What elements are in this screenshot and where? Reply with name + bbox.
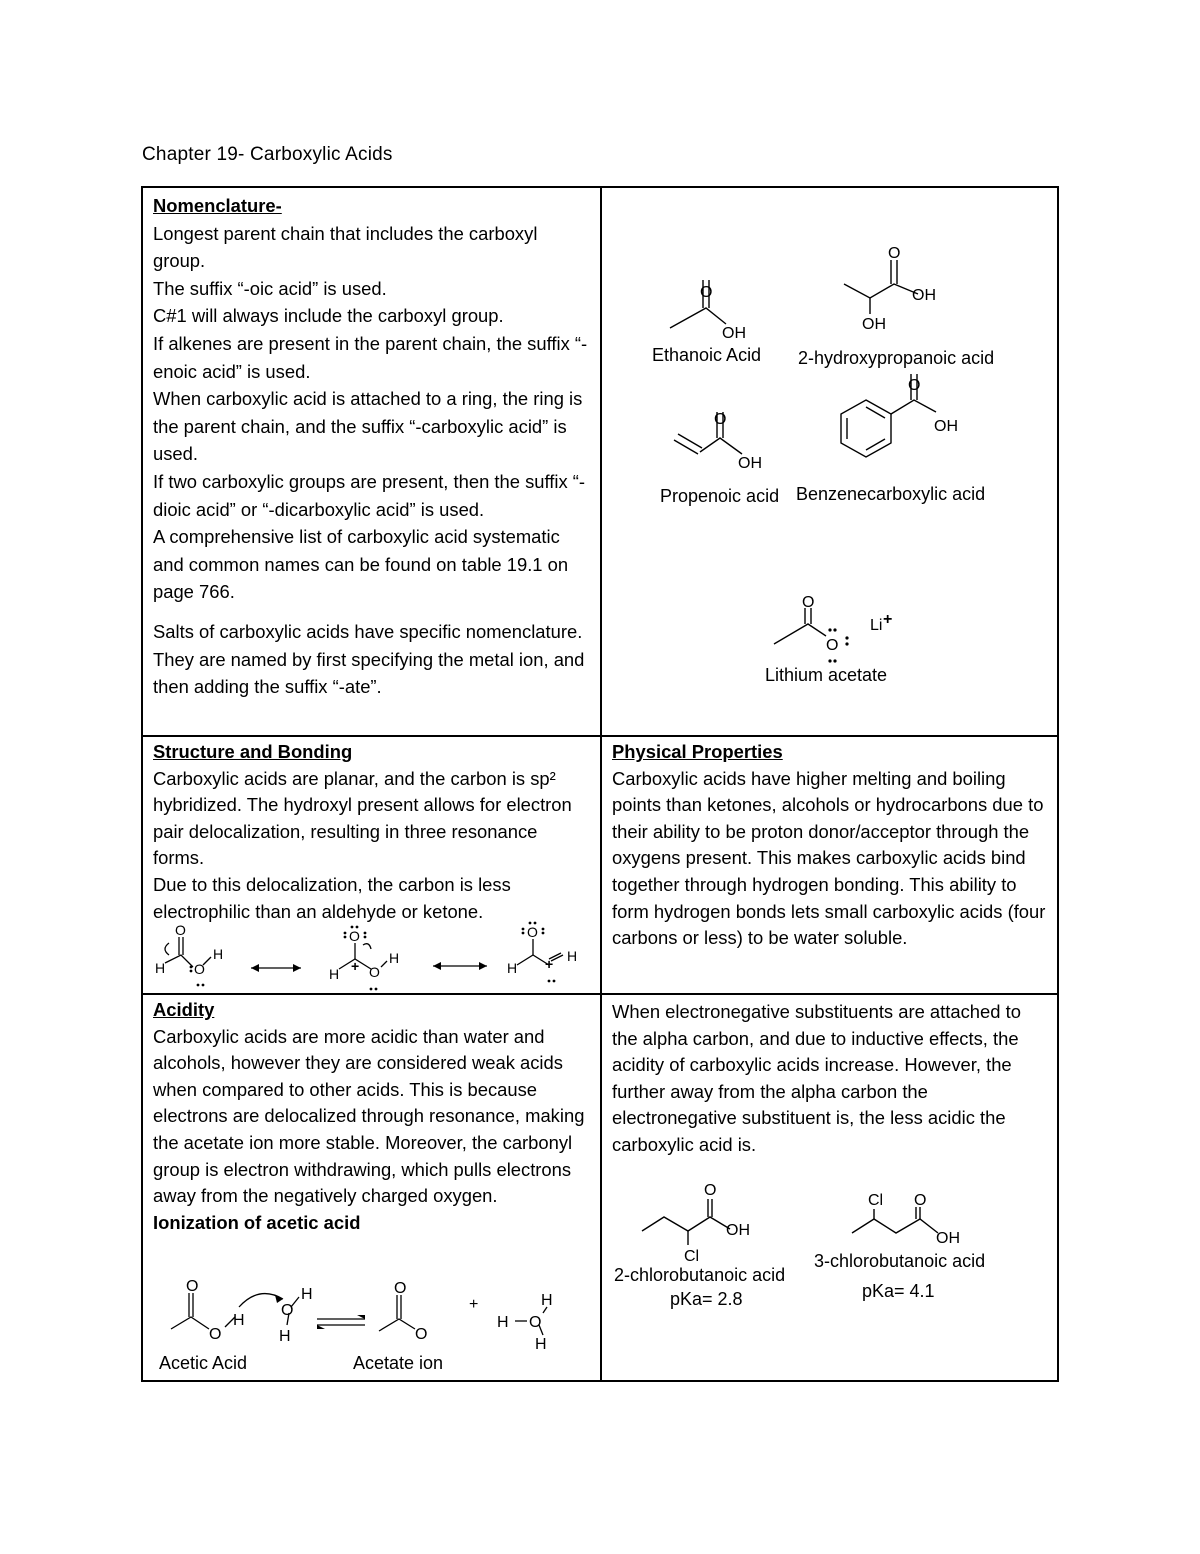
physical-properties-cell <box>601 736 1058 994</box>
svg-text:OH: OH <box>912 287 936 304</box>
chlorobutanoic-3-name: 3-chlorobutanoic acid <box>814 1251 986 1271</box>
ionization-equation <box>143 995 600 1382</box>
page-title: Chapter 19- Carboxylic Acids <box>142 144 393 165</box>
acetic-acid-label: Acetic Acid <box>159 1353 248 1373</box>
svg-text:Cl: Cl <box>868 1192 884 1209</box>
nomenclature-line: A comprehensive list of carboxylic acid systematic and common names can be found on table 19.1 on page 766. <box>153 526 569 603</box>
nomenclature-cell <box>142 187 601 736</box>
svg-text:H: H <box>507 960 518 976</box>
svg-text:+: + <box>469 1296 479 1313</box>
chlorobutanoic-2-pka: pKa= 2.8 <box>670 1289 743 1309</box>
svg-text:O: O <box>529 1314 542 1331</box>
svg-text:OH: OH <box>726 1222 750 1239</box>
svg-text:H: H <box>541 1292 553 1309</box>
svg-text:Li: Li <box>870 617 883 634</box>
structure-paragraph: Due to this delocalization, the carbon is less electrophilic than an aldehyde or ketone. <box>153 873 511 922</box>
svg-text:O: O <box>415 1326 428 1343</box>
acetate-ion-label: Acetate ion <box>353 1353 444 1373</box>
svg-text:OH: OH <box>722 325 746 342</box>
examples-cell <box>601 187 1058 736</box>
nomenclature-line: C#1 will always include the carboxyl group. <box>153 305 504 327</box>
svg-text:+: + <box>545 956 554 972</box>
svg-text:OH: OH <box>936 1230 960 1247</box>
nomenclature-line: The suffix “-oic acid” is used. <box>153 277 387 299</box>
svg-text:H: H <box>155 960 166 976</box>
propenoic-skeleton <box>700 438 742 454</box>
nomenclature-heading: Nomenclature- <box>153 195 282 216</box>
acidity-cell <box>142 994 601 1381</box>
svg-text:O: O <box>194 961 205 977</box>
svg-text:H: H <box>233 1312 245 1329</box>
ethanoic-acid-label: Ethanoic Acid <box>652 345 762 365</box>
salts-line: Salts of carboxylic acids have specific nomenclature. <box>153 620 583 642</box>
svg-text:O: O <box>700 284 713 301</box>
substituents-paragraph: When electronegative substituents are attached to the alpha carbon, and due to inductive effects, the acidity of carboxylic acids increase. However, the further away from the alpha carbon the electronegative substituent is, the less acidic the carboxylic acid is. <box>612 1001 1021 1155</box>
svg-text:H: H <box>567 948 578 964</box>
svg-text:O: O <box>714 411 727 428</box>
svg-text:O: O <box>186 1278 199 1295</box>
svg-text:H: H <box>535 1336 547 1353</box>
nomenclature-line: Longest parent chain that includes the carboxyl group. <box>153 222 538 272</box>
acidity-paragraph: Carboxylic acids are more acidic than water and alcohols, however they are considered weak acids when compared to other acids. This is because electrons are delocalized through resonance, making the acetate ion more stable. Moreover, the carbonyl group is electron withdrawing, which pulls electrons away from the negatively charged oxygen. <box>153 1025 585 1207</box>
ethanoic-skeleton <box>670 308 726 328</box>
ionization-heading: Ionization of acetic acid <box>153 1211 361 1233</box>
lactic-skeleton <box>844 284 918 298</box>
notes-table <box>141 186 1059 1382</box>
nomenclature-line: When carboxylic acid is attached to a ring, the ring is the parent chain, and the suffix “-carboxylic acid” is used. <box>153 388 583 465</box>
acidity-heading: Acidity <box>153 999 215 1020</box>
salts-line: They are named by first specifying the metal ion, and then adding the suffix “-ate”. <box>153 648 585 698</box>
svg-text:O: O <box>394 1280 407 1297</box>
svg-text:O: O <box>281 1302 294 1319</box>
svg-text:OH: OH <box>934 418 958 435</box>
structure-heading: Structure and Bonding <box>153 741 353 762</box>
svg-text:H: H <box>329 966 340 982</box>
benzene-ring <box>841 400 891 457</box>
chlorobutanoic-2-name: 2-chlorobutanoic acid <box>614 1265 786 1285</box>
svg-text:O: O <box>704 1182 717 1199</box>
svg-text:O: O <box>802 594 815 611</box>
chlorobutanoic-3-pka: pKa= 4.1 <box>862 1281 935 1301</box>
svg-text:H: H <box>497 1314 509 1331</box>
svg-text:O: O <box>175 922 186 938</box>
svg-text:OH: OH <box>738 455 762 472</box>
svg-text:H: H <box>389 950 400 966</box>
svg-text:O: O <box>888 245 901 262</box>
nomenclature-structures <box>602 188 1059 737</box>
nomenclature-line: If two carboxylic groups are present, then the suffix “-dioic acid” or “-dicarboxylic acid” is used. <box>153 470 586 520</box>
svg-text:O: O <box>826 637 839 654</box>
structure-bonding-cell <box>142 736 601 994</box>
svg-text:O: O <box>527 924 538 940</box>
svg-text:H: H <box>213 946 224 962</box>
structure-paragraph: Carboxylic acids are planar, and the carbon is sp² hybridized. The hydroxyl present allows for electron pair delocalization, resulting in three resonance forms. <box>153 767 572 869</box>
svg-text:H: H <box>301 1286 313 1303</box>
chlorobutanoic-structures <box>602 995 1059 1382</box>
nomenclature-line: If alkenes are present in the parent chain, the suffix “-enoic acid” is used. <box>153 332 588 382</box>
svg-text:O: O <box>908 377 921 394</box>
svg-text:O: O <box>209 1326 222 1343</box>
svg-text:O: O <box>914 1192 927 1209</box>
svg-text:O: O <box>369 964 380 980</box>
svg-text:OH: OH <box>862 316 886 333</box>
svg-text:O: O <box>349 928 360 944</box>
resonance-structures <box>143 737 600 995</box>
benzenecarboxylic-acid-label: Benzenecarboxylic acid <box>796 484 986 504</box>
hydroxypropanoic-acid-label: 2-hydroxypropanoic acid <box>798 348 995 368</box>
svg-text:+: + <box>351 958 360 974</box>
svg-text:+: + <box>883 611 893 628</box>
lithium-acetate-label: Lithium acetate <box>765 665 888 685</box>
propenoic-acid-label: Propenoic acid <box>660 486 780 506</box>
physical-heading: Physical Properties <box>612 741 783 762</box>
physical-paragraph: Carboxylic acids have higher melting and boiling points than ketones, alcohols or hydrocarbons due to their ability to be proton donor/acceptor through the oxygens present. This makes carboxylic acids bind together through hydrogen bonding. This ability to form hydrogen bonds lets small carboxylic acids (four carbons or less) to be water soluble. <box>612 767 1046 949</box>
svg-text:Cl: Cl <box>684 1248 700 1265</box>
svg-text:H: H <box>279 1328 291 1345</box>
substituents-cell <box>601 994 1058 1381</box>
lithium-acetate-skeleton <box>774 624 826 644</box>
